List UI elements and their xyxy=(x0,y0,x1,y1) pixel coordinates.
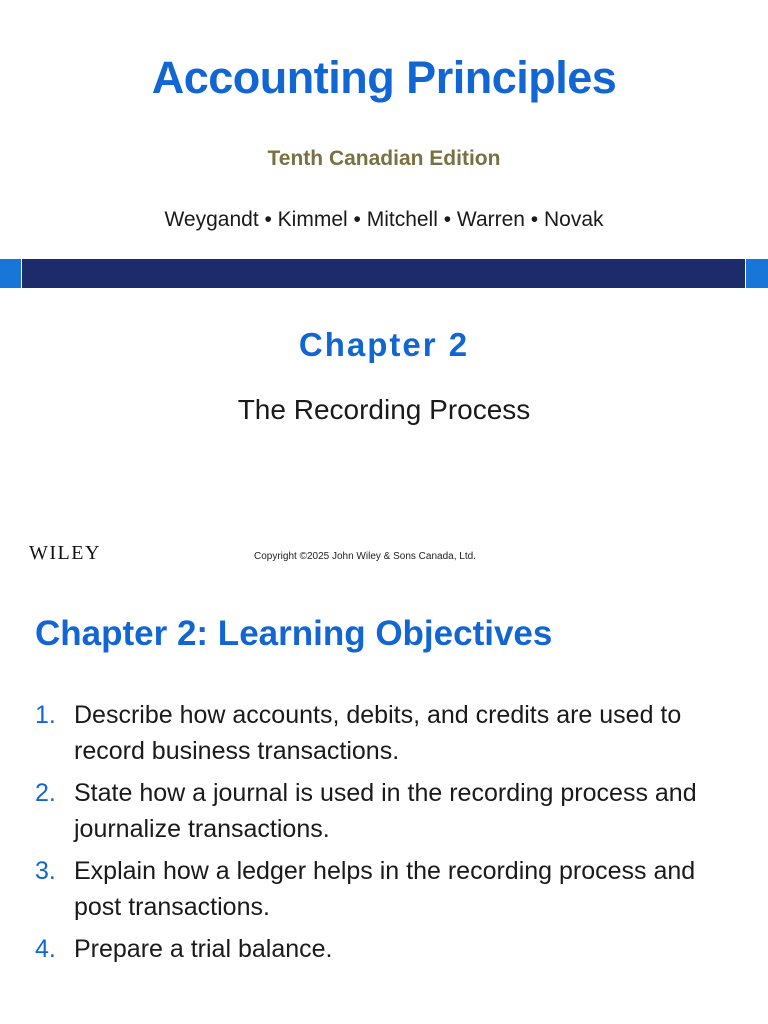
objectives-list xyxy=(35,697,725,973)
objective-item xyxy=(35,853,725,925)
objective-number: 2. xyxy=(35,779,56,807)
objective-text: State how a journal is used in the recording process and journalize transactions. xyxy=(74,779,697,843)
book-title: Accounting Principles xyxy=(151,52,617,103)
copyright-notice: Copyright ©2025 John Wiley & Sons Canada, Ltd. xyxy=(254,551,476,562)
objective-number: 3. xyxy=(35,857,56,885)
chapter-subtitle: The Recording Process xyxy=(237,394,531,425)
objectives-slide xyxy=(0,588,768,1024)
objective-item xyxy=(35,775,725,847)
chapter-label: Chapter 2 xyxy=(298,326,470,363)
wiley-logo: WILEY xyxy=(29,542,101,564)
title-band xyxy=(22,259,745,288)
objectives-title: Chapter 2: Learning Objectives xyxy=(35,614,553,653)
edition-label: Tenth Canadian Edition xyxy=(267,147,501,170)
objective-number: 4. xyxy=(35,935,56,963)
band-right-accent xyxy=(746,259,768,288)
authors-line: Weygandt • Kimmel • Mitchell • Warren • Novak xyxy=(164,208,604,231)
objective-number: 1. xyxy=(35,701,56,729)
band-left-accent xyxy=(0,259,21,288)
objective-item xyxy=(35,697,725,769)
objective-text: Describe how accounts, debits, and credits are used to record business transactions. xyxy=(74,701,682,765)
objective-text: Explain how a ledger helps in the recording process and post transactions. xyxy=(74,857,696,921)
objective-text: Prepare a trial balance. xyxy=(74,935,333,963)
objective-item xyxy=(35,931,725,967)
